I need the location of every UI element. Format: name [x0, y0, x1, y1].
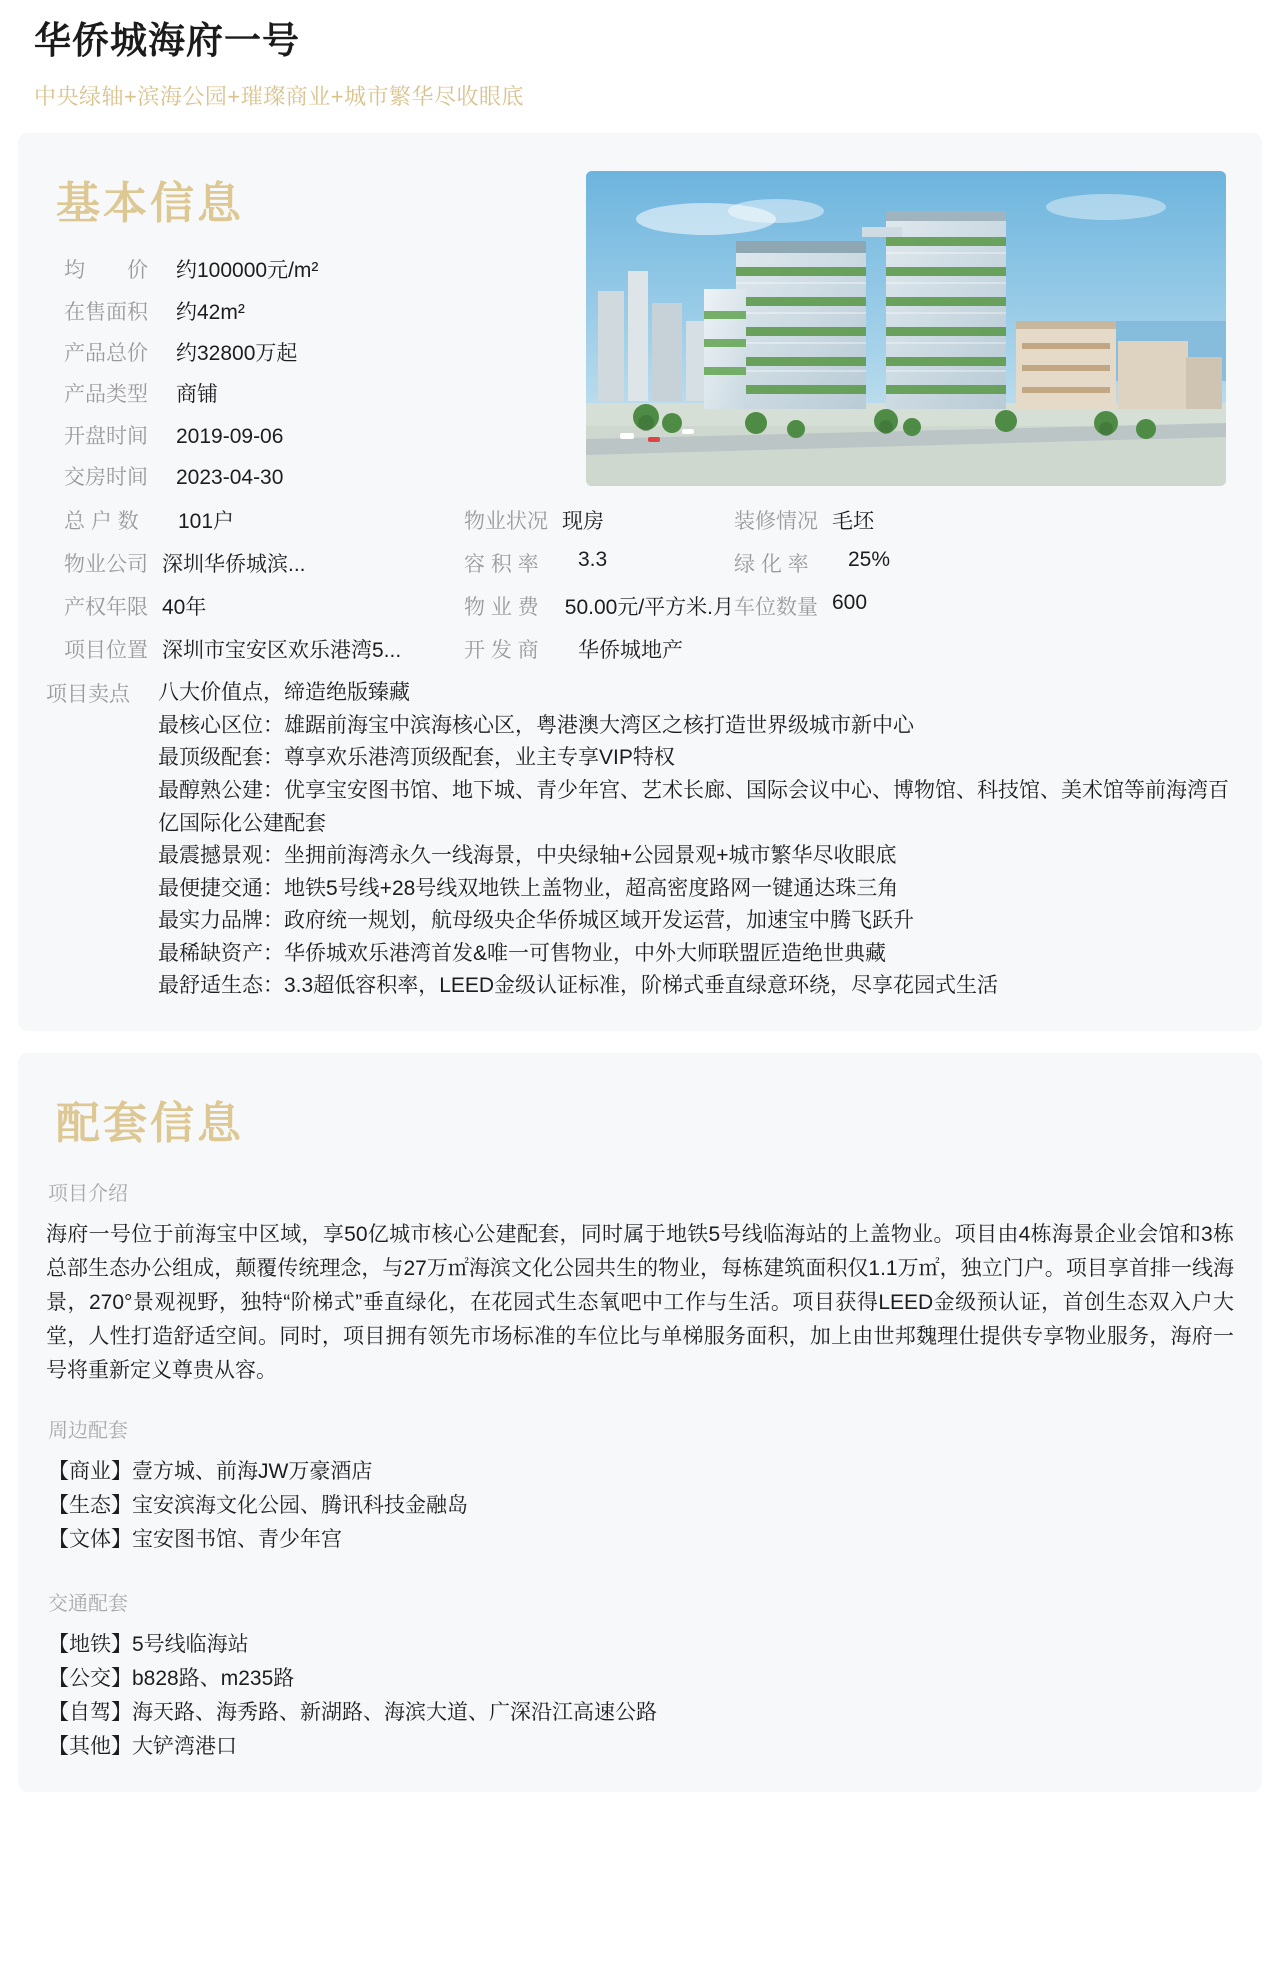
around-item: 【商业】壹方城、前海JW万豪酒店 [48, 1459, 373, 1483]
info-value: 3.3 [578, 548, 608, 572]
info-value: 现房 [562, 510, 604, 534]
info-value: 深圳华侨城滨... [162, 553, 306, 577]
selling-point: 最舒适生态：3.3超低容积率，LEED金级认证标准，阶梯式垂直绿意环绕，尽享花园式生活 [158, 974, 999, 998]
selling-point: 最实力品牌：政府统一规划，航母级央企华侨城区域开发运营，加速宝中腾飞跃升 [158, 909, 914, 933]
info-row [64, 423, 566, 451]
page-header [0, 0, 1280, 117]
selling-point: 最便捷交通：地铁5号线+28号线双地铁上盖物业，超高密度路网一键通达珠三角 [158, 876, 899, 900]
info-cell [734, 591, 1024, 621]
info-row [64, 548, 1234, 578]
info-label: 物业公司 [64, 553, 148, 577]
info-value: 华侨城地产 [578, 639, 683, 663]
info-label: 开盘时间 [64, 424, 148, 448]
info-label: 绿 化 率 [734, 553, 809, 577]
info-row [64, 464, 566, 492]
info-cell [64, 505, 464, 535]
info-value: 毛坯 [832, 510, 874, 534]
info-value: 约32800万起 [176, 341, 298, 365]
info-value: 50.00元/平方米.月 [564, 596, 734, 620]
selling-point: 最顶级配套：尊享欢乐港湾顶级配套，业主专享VIP特权 [158, 746, 675, 770]
info-value: 约42m² [176, 300, 245, 324]
info-row [64, 634, 1234, 664]
info-label: 物业状况 [464, 510, 548, 534]
info-label: 产品类型 [64, 383, 148, 407]
info-row [64, 381, 566, 409]
info-value: 深圳市宝安区欢乐港湾5... [162, 639, 402, 663]
info-cell [464, 548, 734, 578]
info-cell [464, 505, 734, 535]
info-value: 40年 [162, 596, 207, 620]
info-label: 交房时间 [64, 465, 148, 489]
basic-info-title: 基本信息 [56, 179, 244, 229]
info-value: 25% [848, 548, 891, 572]
info-cell [64, 634, 464, 664]
info-label: 产品总价 [64, 341, 148, 365]
info-value: 约100000元/m² [176, 259, 319, 283]
traffic-item: 【其他】大铲湾港口 [48, 1734, 237, 1758]
info-value: 2023-04-30 [176, 465, 284, 489]
intro-label: 项目介绍 [48, 1182, 128, 1205]
info-row [64, 340, 566, 368]
rendering-illustration [586, 171, 1226, 486]
selling-points-list [158, 677, 1234, 1002]
info-label: 车位数量 [734, 596, 818, 620]
info-label: 项目位置 [64, 639, 148, 663]
selling-point: 八大价值点，缔造绝版臻藏 [158, 681, 410, 705]
info-cell [464, 634, 734, 664]
info-cell [64, 591, 464, 621]
selling-point: 最震撼景观：坐拥前海湾永久一线海景，中央绿轴+公园景观+城市繁华尽收眼底 [158, 844, 897, 868]
info-label: 容 积 率 [464, 553, 539, 577]
selling-points-label: 项目卖点 [46, 683, 130, 707]
facility-info-title: 配套信息 [56, 1098, 244, 1148]
basic-info-body [46, 257, 1234, 1003]
info-row [64, 299, 566, 327]
traffic-item: 【自驾】海天路、海秀路、新湖路、海滨大道、广深沿江高速公路 [48, 1700, 657, 1724]
info-label: 装修情况 [734, 510, 818, 534]
info-cell [734, 548, 1024, 578]
around-item: 【生态】宝安滨海文化公园、腾讯科技金融岛 [48, 1493, 468, 1517]
selling-point: 最醇熟公建：优享宝安图书馆、地下城、青少年宫、艺术长廊、国际会议中心、博物馆、科技馆、美术馆等前海湾百亿国际化公建配套 [158, 778, 1229, 835]
info-cell [734, 505, 1024, 535]
info-value: 600 [832, 591, 868, 615]
info-value: 2019-09-06 [176, 424, 284, 448]
info-value: 商铺 [176, 383, 218, 407]
info-label: 开 发 商 [464, 639, 539, 663]
around-label: 周边配套 [48, 1419, 128, 1442]
info-label: 产权年限 [64, 596, 148, 620]
info-label: 总 户 数 [64, 510, 139, 534]
info-cell [464, 591, 734, 621]
page-subtitle: 中央绿轴+滨海公园+璀璨商业+城市繁华尽收眼底 [34, 84, 525, 110]
info-label: 物 业 费 [464, 596, 539, 620]
info-label: 在售面积 [64, 300, 148, 324]
info-row [64, 505, 1234, 535]
traffic-item: 【地铁】5号线临海站 [48, 1632, 249, 1656]
selling-points-row [46, 677, 1234, 1002]
selling-point: 最稀缺资产：华侨城欢乐港湾首发&唯一可售物业，中外大师联盟匠造绝世典藏 [158, 941, 887, 965]
intro-text: 海府一号位于前海宝中区域，享50亿城市核心公建配套，同时属于地铁5号线临海站的上盖物业。项目由4栋海景企业会馆和3栋总部生态办公组成，颠覆传统理念，与27万㎡海滨文化公园共生的物业，每栋建筑面积仅1.1万㎡，独立门户。项目享首排一线海景，270°景观视野，独特“阶梯式”垂直绿化，在花园式生态氧吧中工作与生活。项目获得LEED金级预认证，首创生态双入户大堂，人性打造舒适空间。同时，项目拥有领先市场标准的车位比与单梯服务面积，加上由世邦魏理仕提供专享物业服务，海府一号将重新定义尊贵从容。 [46, 1222, 1234, 1382]
info-row [64, 591, 1234, 621]
around-item: 【文体】宝安图书馆、青少年宫 [48, 1527, 342, 1551]
traffic-item: 【公交】b828路、m235路 [48, 1666, 295, 1690]
basic-info-rows-triple [46, 505, 1234, 664]
traffic-label: 交通配套 [48, 1592, 128, 1615]
basic-info-card [18, 133, 1262, 1031]
info-value: 101户 [178, 510, 235, 534]
info-label: 均 价 [64, 259, 148, 283]
project-rendering-image [586, 171, 1226, 486]
selling-point: 最核心区位：雄踞前海宝中滨海核心区，粤港澳大湾区之核打造世界级城市新中心 [158, 713, 914, 737]
page-title: 华侨城海府一号 [34, 20, 300, 61]
info-cell [64, 548, 464, 578]
facility-info-card [18, 1053, 1262, 1792]
info-row [64, 257, 566, 285]
